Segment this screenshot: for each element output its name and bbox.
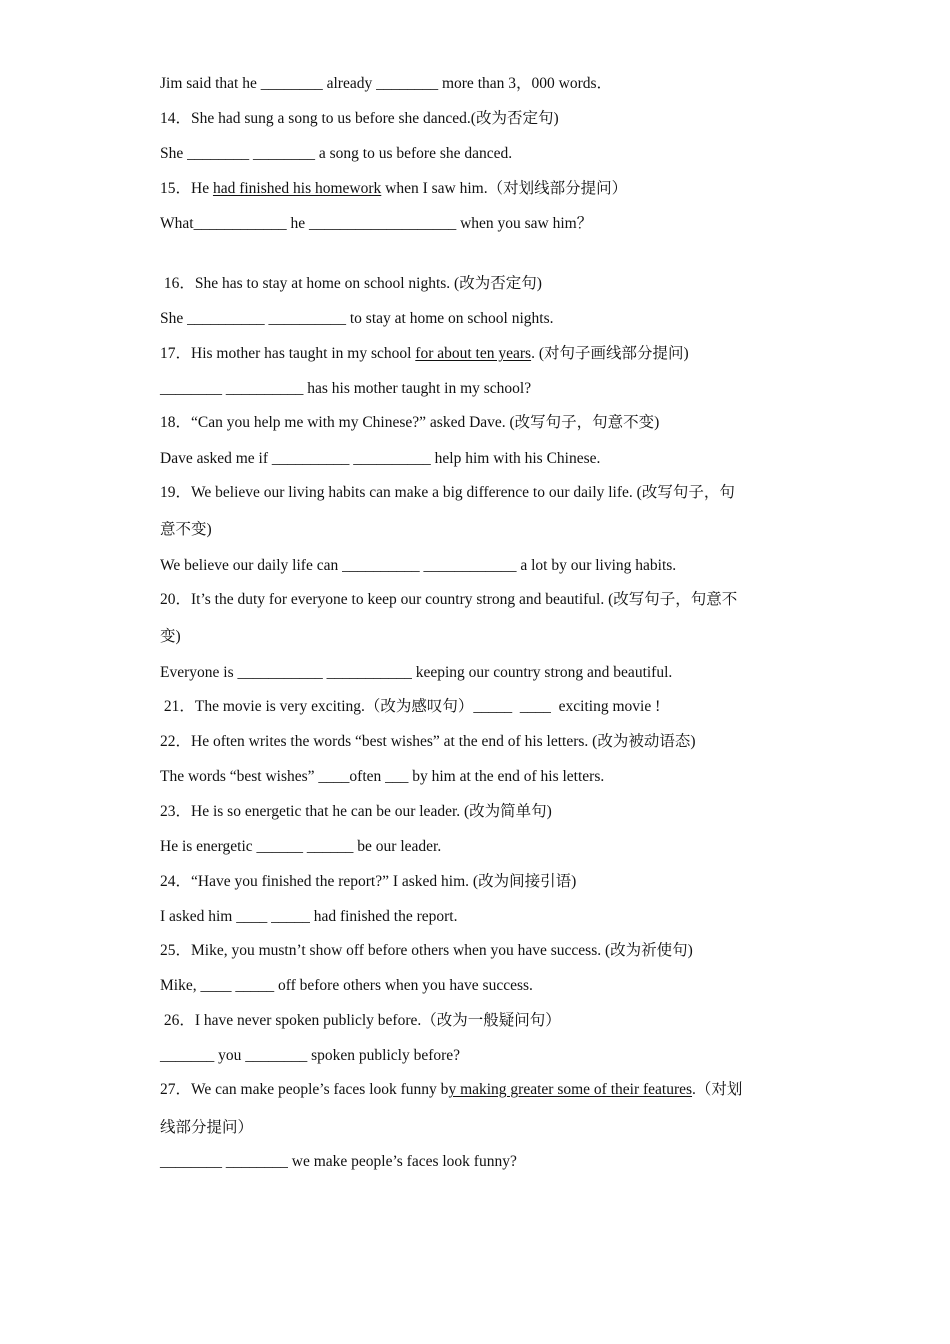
- question-15-prefix: 15．He: [160, 180, 213, 197]
- question-26: 26．I have never spoken publicly before.（改为一般疑问句）: [160, 1012, 561, 1029]
- answer-line-27: ________ ________ we make people’s faces look funny?: [160, 1153, 517, 1170]
- question-27-prefix: 27．We can make people’s faces look funny b: [160, 1081, 449, 1098]
- question-27-underlined: y making greater some of their features: [448, 1081, 693, 1098]
- question-27-suffix: .（对划: [692, 1081, 743, 1098]
- answer-line-16: She __________ __________ to stay at home on school nights.: [160, 310, 554, 327]
- question-18: 18．“Can you help me with my Chinese?” asked Dave. (改写句子，句意不变): [160, 414, 660, 431]
- answer-line-13: Jim said that he ________ already ________ more than 3，000 words．: [160, 75, 613, 92]
- question-17-prefix: 17．His mother has taught in my school: [160, 345, 416, 362]
- question-23: 23．He is so energetic that he can be our leader. (改为简单句): [160, 803, 552, 820]
- answer-line-18: Dave asked me if __________ __________ help him with his Chinese.: [160, 450, 601, 467]
- answer-line-15: What____________ he ___________________ when you saw him？: [160, 215, 593, 232]
- question-15: [160, 179, 627, 199]
- answer-line-20: Everyone is ___________ ___________ keeping our country strong and beautiful.: [160, 664, 673, 681]
- answer-line-26: _______ you ________ spoken publicly before?: [160, 1047, 461, 1064]
- answer-line-14: She ________ ________ a song to us before she danced.: [160, 145, 513, 162]
- answer-line-19: We believe our daily life can __________ ____________ a lot by our living habits.: [160, 557, 677, 574]
- question-16: 16．She has to stay at home on school nights. (改为否定句): [160, 275, 542, 292]
- question-15-underlined: had finished his homework: [212, 180, 382, 197]
- answer-line-23: He is energetic ______ ______ be our leader.: [160, 838, 442, 855]
- question-15-suffix: when I saw him.（对划线部分提问）: [381, 180, 628, 197]
- question-21: 21．The movie is very exciting.（改为感叹句）_____ ____ exciting movie !: [160, 698, 661, 715]
- question-27: [160, 1080, 742, 1100]
- question-22: 22．He often writes the words “best wishes” at the end of his letters. (改为被动语态): [160, 733, 696, 750]
- question-19: 19．We believe our living habits can make a big difference to our daily life. (改写句子，句: [160, 484, 735, 501]
- question-14: 14．She had sung a song to us before she danced.(改为否定句): [160, 110, 559, 127]
- question-27-continued: 线部分提问）: [160, 1119, 254, 1136]
- answer-line-22: The words “best wishes” ____often ___ by him at the end of his letters.: [160, 768, 605, 785]
- question-25: 25．Mike, you mustn’t show off before others when you have success. (改为祈使句): [160, 942, 693, 959]
- question-17-suffix: . (对句子画线部分提问): [531, 345, 689, 362]
- question-20: 20．It’s the duty for everyone to keep our country strong and beautiful. (改写句子，句意不: [160, 591, 738, 608]
- answer-line-25: Mike, ____ _____ off before others when you have success.: [160, 977, 533, 994]
- question-20-continued: 变): [160, 628, 181, 645]
- answer-line-17: ________ __________ has his mother taught in my school?: [160, 380, 532, 397]
- question-17-underlined: for about ten years: [415, 345, 532, 362]
- answer-line-24: I asked him ____ _____ had finished the report.: [160, 908, 458, 925]
- question-19-continued: 意不变): [160, 521, 212, 538]
- question-17: [160, 344, 689, 364]
- question-24: 24．“Have you finished the report?” I asked him. (改为间接引语): [160, 873, 577, 890]
